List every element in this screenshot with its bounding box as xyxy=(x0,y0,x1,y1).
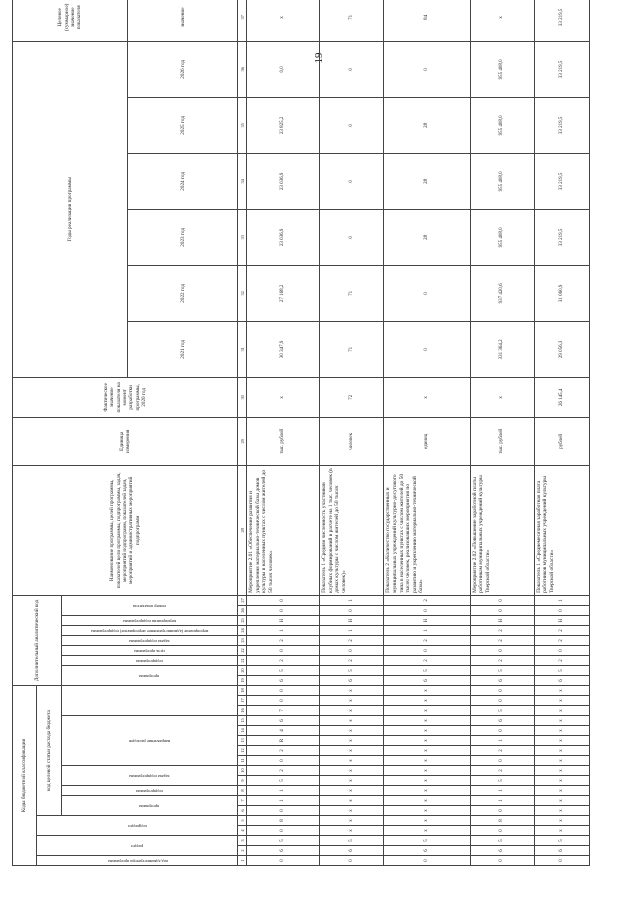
row-year-value: 0 xyxy=(320,97,384,153)
row-year-value: 71 xyxy=(320,321,384,377)
code-cell: x xyxy=(534,736,589,746)
code-cell: x xyxy=(320,746,384,756)
code-cell: 0 xyxy=(320,605,384,615)
row-year-value: 0 xyxy=(384,265,470,321)
code-cell: 0 xyxy=(470,806,534,816)
row-year-value: 955 408,0 xyxy=(470,41,534,97)
code-cell: x xyxy=(384,766,470,776)
admin-code-header xyxy=(37,856,238,866)
code-cell: 0 xyxy=(384,605,470,615)
row-year-value: 29 056,3 xyxy=(534,321,589,377)
code-cell: H xyxy=(320,615,384,625)
code-cell: x xyxy=(320,726,384,736)
column-number: 12 xyxy=(238,746,247,756)
code-cell: x xyxy=(384,736,470,746)
code-cell: 0 xyxy=(384,856,470,866)
row-year-value: 23 825,2 xyxy=(247,97,320,153)
row-year-value: 71 xyxy=(320,265,384,321)
column-number: 3 xyxy=(238,836,247,846)
row-year-value: 33 219,5 xyxy=(534,41,589,97)
code-cell: 0 xyxy=(247,605,320,615)
row-final-value: 33 219,5 xyxy=(534,0,589,41)
row-year-value: 28 xyxy=(384,209,470,265)
code-cell: 0 xyxy=(247,856,320,866)
column-number-row xyxy=(238,0,247,866)
year-header-4: 2024 год xyxy=(127,153,238,209)
code-cell: x xyxy=(534,796,589,806)
code-cell: 1 xyxy=(470,796,534,806)
code-cell: 2 xyxy=(320,655,384,665)
row-base-value: x xyxy=(247,377,320,417)
ad-program-header xyxy=(61,665,238,685)
code-cell: 1 xyxy=(247,786,320,796)
column-number: 5 xyxy=(238,816,247,826)
ad-event-header xyxy=(61,625,238,635)
code-cell: 2 xyxy=(534,635,589,645)
row-base-value: 26 145,4 xyxy=(534,377,589,417)
ad-number-header xyxy=(61,595,238,615)
code-cell: x xyxy=(384,806,470,816)
column-number: 6 xyxy=(238,806,247,816)
row-year-value: 23 036,9 xyxy=(247,153,320,209)
code-cell: 2 xyxy=(247,635,320,645)
code-cell: 6 xyxy=(470,846,534,856)
row-year-value: 0 xyxy=(320,153,384,209)
code-cell: 0 xyxy=(470,685,534,695)
name-header: Наименование программы, целей программы, показателей цели программы, подпрограммы, задач, мероприятий подпрограмм, показателей задач, мероприятий и административных мероприятий подпрограмм xyxy=(13,465,238,595)
code-cell: 5 xyxy=(384,836,470,846)
ad-number-header-text: номер показателя xyxy=(133,603,166,609)
years-group-header: Годы реализации программы xyxy=(13,41,128,377)
table-row xyxy=(470,0,534,866)
column-number: 19 xyxy=(238,675,247,685)
unit-header: Единица измерения xyxy=(13,417,238,465)
row-unit: тыс. рублей xyxy=(470,417,534,465)
code-cell: H xyxy=(247,615,320,625)
code-cell: x xyxy=(384,696,470,706)
row-year-value: 23 036,9 xyxy=(247,209,320,265)
code-cell: R xyxy=(247,736,320,746)
column-number: 13 xyxy=(238,736,247,746)
row-year-value: 0 xyxy=(320,41,384,97)
code-cell: 0 xyxy=(247,595,320,605)
code-cell: 2 xyxy=(247,766,320,776)
code-cell: x xyxy=(320,756,384,766)
code-cell: x xyxy=(320,796,384,806)
ad-subprogram-header-text: подпрограмма xyxy=(136,658,163,664)
row-name: Показатель 2 «Количество государственных и муниципальных учреждений культурно-досугового типа в населенных пунктах с числом жителей до 50 тысяч человек, реализовавших мероприятия по развитию и укреплению материально-технической базы» xyxy=(384,465,470,595)
code-cell: 6 xyxy=(384,675,470,685)
row-base-value: x xyxy=(470,377,534,417)
code-cell: 6 xyxy=(384,846,470,856)
column-number: 33 xyxy=(238,209,247,265)
code-cell: 1 xyxy=(384,625,470,635)
code-cell: 0 xyxy=(470,696,534,706)
ad-task-header-text: задача подпрограммы xyxy=(129,638,170,644)
code-cell: 6 xyxy=(470,716,534,726)
code-cell: 5 xyxy=(320,836,384,846)
code-cell: x xyxy=(534,726,589,736)
table-body xyxy=(13,0,590,866)
expense-code-header: код целевой статьи расхода бюджета xyxy=(37,685,61,815)
budget-program-table-sheet xyxy=(12,3,590,866)
code-cell: x xyxy=(320,696,384,706)
row-name: Показатель 1 «Средняя численность участников клубных формирований в расчете на 1 тыс. человек (в домах культуры с числом жителей до 50 тысяч человек)» xyxy=(320,465,384,595)
column-number: 25 xyxy=(238,615,247,625)
row-year-value: 33 219,5 xyxy=(534,209,589,265)
code-cell: x xyxy=(534,786,589,796)
code-cell: x xyxy=(320,776,384,786)
row-year-value: 0,0 xyxy=(247,41,320,97)
code-cell: x xyxy=(384,776,470,786)
column-number: 7 xyxy=(238,796,247,806)
code-cell: 0 xyxy=(470,605,534,615)
code-cell: 1 xyxy=(320,625,384,635)
code-cell: 6 xyxy=(320,675,384,685)
codes-group-header: Коды бюджетной классификации xyxy=(13,685,37,865)
code-cell: 6 xyxy=(470,675,534,685)
code-cell: x xyxy=(384,685,470,695)
ad-event-header-text: мероприятие (административное мероприятие) подпрограммы xyxy=(90,628,209,634)
subsection-header xyxy=(37,816,238,836)
code-cell: 0 xyxy=(320,856,384,866)
code-cell: 0 xyxy=(470,756,534,766)
column-number: 30 xyxy=(238,377,247,417)
code-cell: x xyxy=(534,706,589,716)
year-header-3: 2023 год xyxy=(127,209,238,265)
column-number: 18 xyxy=(238,685,247,695)
code-cell: 0 xyxy=(247,696,320,706)
subprogram-header-text: подпрограмма xyxy=(136,788,163,794)
code-cell: 2 xyxy=(320,635,384,645)
ad-task-header xyxy=(61,635,238,645)
table-row xyxy=(247,0,320,866)
code-cell: 5 xyxy=(247,665,320,675)
column-number: 26 xyxy=(238,605,247,615)
column-number: 21 xyxy=(238,655,247,665)
code-cell: 6 xyxy=(534,675,589,685)
column-number: 32 xyxy=(238,265,247,321)
column-number: 34 xyxy=(238,153,247,209)
code-cell: x xyxy=(534,766,589,776)
code-cell: 1 xyxy=(247,625,320,635)
row-unit: единиц xyxy=(384,417,470,465)
code-cell: x xyxy=(320,766,384,776)
code-cell: 2 xyxy=(384,595,470,605)
code-cell: x xyxy=(320,716,384,726)
row-year-value: 33 219,5 xyxy=(534,153,589,209)
ad-program-header-text: программа xyxy=(139,673,160,679)
code-cell: 1 xyxy=(470,786,534,796)
code-cell: 6 xyxy=(247,675,320,685)
code-cell: H xyxy=(534,615,589,625)
code-cell: 2 xyxy=(534,625,589,635)
ad-goal-header-text: цель программы xyxy=(134,648,165,654)
code-cell: x xyxy=(384,716,470,726)
column-number: 11 xyxy=(238,756,247,766)
code-cell: 5 xyxy=(247,836,320,846)
table-row xyxy=(384,0,470,866)
code-cell: x xyxy=(384,706,470,716)
column-number: 35 xyxy=(238,97,247,153)
subprogram-header xyxy=(61,786,238,796)
row-year-value: 0 xyxy=(384,321,470,377)
row-final-value: x xyxy=(470,0,534,41)
code-cell: 0 xyxy=(247,826,320,836)
row-year-value: 331 364,2 xyxy=(470,321,534,377)
column-number: 28 xyxy=(238,465,247,595)
code-cell: x xyxy=(534,776,589,786)
code-cell: 5 xyxy=(384,665,470,675)
code-cell: x xyxy=(534,746,589,756)
direction-header-text: направление расходов xyxy=(128,738,171,744)
code-cell: x xyxy=(320,806,384,816)
code-cell: 2 xyxy=(384,635,470,645)
code-cell: 8 xyxy=(247,816,320,826)
column-number: 8 xyxy=(238,786,247,796)
ad-event-level-header-text: мероприятия подпрограммы xyxy=(122,618,177,624)
code-cell: 6 xyxy=(247,846,320,856)
code-cell: 5 xyxy=(534,836,589,846)
row-name: Показатель 1 «Среднемесячная заработная плата работников муниципальных учреждений культуры Тверской области» xyxy=(534,465,589,595)
column-number: 15 xyxy=(238,716,247,726)
ad-event-level-header xyxy=(61,615,238,625)
code-cell: x xyxy=(320,786,384,796)
row-year-value: 31 060,9 xyxy=(534,265,589,321)
code-cell: x xyxy=(534,696,589,706)
task-header xyxy=(61,766,238,786)
code-cell: 0 xyxy=(247,685,320,695)
row-final-value: 71 xyxy=(320,0,384,41)
column-number: 20 xyxy=(238,665,247,675)
code-cell: 0 xyxy=(247,645,320,655)
code-cell: 2 xyxy=(470,635,534,645)
code-cell: 1 xyxy=(470,736,534,746)
code-cell: x xyxy=(384,816,470,826)
code-cell: x xyxy=(534,806,589,816)
code-cell: x xyxy=(384,786,470,796)
code-cell: 0 xyxy=(320,645,384,655)
row-year-value: 0 xyxy=(320,209,384,265)
code-cell: 0 xyxy=(470,726,534,736)
code-cell: 0 xyxy=(384,645,470,655)
code-cell: 6 xyxy=(247,716,320,726)
column-number: 31 xyxy=(238,321,247,377)
code-cell: 0 xyxy=(247,806,320,816)
code-cell: 8 xyxy=(470,816,534,826)
code-cell: 0 xyxy=(470,645,534,655)
column-number: 16 xyxy=(238,706,247,716)
row-year-value: 30 347,9 xyxy=(247,321,320,377)
final-group-header: Целевое (суммарное) значение показателя xyxy=(13,0,128,41)
code-cell: 2 xyxy=(247,655,320,665)
code-cell: 4 xyxy=(247,726,320,736)
code-cell: 2 xyxy=(470,746,534,756)
column-number: 36 xyxy=(238,41,247,97)
code-cell: x xyxy=(534,716,589,726)
code-cell: 5 xyxy=(470,706,534,716)
task-header-text: задача подпрограммы xyxy=(129,773,170,779)
column-number: 10 xyxy=(238,766,247,776)
code-cell: x xyxy=(534,816,589,826)
code-cell: x xyxy=(320,816,384,826)
year-header-6: 2026 год xyxy=(127,41,238,97)
row-year-value: 0 xyxy=(384,41,470,97)
code-cell: 6 xyxy=(534,846,589,856)
code-cell: 2 xyxy=(384,655,470,665)
ad-goal-header xyxy=(61,645,238,655)
subsection-header-text: подраздел xyxy=(127,823,147,829)
column-number: 37 xyxy=(238,0,247,41)
code-cell: H xyxy=(470,615,534,625)
budget-program-table xyxy=(12,0,590,866)
code-cell: x xyxy=(384,726,470,736)
section-header-text: раздел xyxy=(131,843,144,849)
column-number: 29 xyxy=(238,417,247,465)
code-cell: x xyxy=(384,746,470,756)
column-number: 9 xyxy=(238,776,247,786)
column-number: 4 xyxy=(238,826,247,836)
code-cell: x xyxy=(384,756,470,766)
row-year-value: 28 xyxy=(384,97,470,153)
code-cell: 2 xyxy=(247,746,320,756)
row-year-value: 27 168,2 xyxy=(247,265,320,321)
table-row xyxy=(320,0,384,866)
row-base-value: x xyxy=(384,377,470,417)
row-unit: рублей xyxy=(534,417,589,465)
row-name: Мероприятие 2.01 «Обеспечение развития и укрепления материально-технической базы домов культуры в населенных пунктах с числом жителей до 50 тысяч человек» xyxy=(247,465,320,595)
code-cell: 2 xyxy=(470,655,534,665)
row-year-value: 937 420,6 xyxy=(470,265,534,321)
column-number: 2 xyxy=(238,846,247,856)
program-header-text: программа xyxy=(139,803,160,809)
column-number: 23 xyxy=(238,635,247,645)
code-cell: 0 xyxy=(534,645,589,655)
row-year-value: 28 xyxy=(384,153,470,209)
year-header-1: 2021 год xyxy=(127,321,238,377)
code-cell: 1 xyxy=(320,595,384,605)
row-name: Мероприятие 2.02 «Повышение заработной платы работникам муниципальных учреждений культуры Тверской области» xyxy=(470,465,534,595)
year-header-2: 2022 год xyxy=(127,265,238,321)
code-cell: 5 xyxy=(470,776,534,786)
row-unit: человек xyxy=(320,417,384,465)
code-cell: 2 xyxy=(470,766,534,776)
code-cell: 7 xyxy=(247,706,320,716)
row-final-value: x xyxy=(247,0,320,41)
column-number: 14 xyxy=(238,726,247,736)
header-row-1 xyxy=(13,0,37,866)
base-value-header: Фактическое значение показателя на момент разработки программы, 2020 год xyxy=(13,377,238,417)
row-year-value: 955 408,0 xyxy=(470,153,534,209)
code-cell: 5 xyxy=(247,776,320,786)
code-cell: x xyxy=(384,826,470,836)
code-cell: 6 xyxy=(320,846,384,856)
code-cell: 1 xyxy=(247,796,320,806)
code-cell: 1 xyxy=(534,595,589,605)
code-cell: 5 xyxy=(470,665,534,675)
column-number: 1 xyxy=(238,856,247,866)
final-value-header: значение xyxy=(127,0,238,41)
code-cell: 2 xyxy=(470,625,534,635)
code-cell: x xyxy=(534,756,589,766)
table-row xyxy=(534,0,589,866)
row-year-value: 955 408,0 xyxy=(470,97,534,153)
code-cell: 0 xyxy=(534,605,589,615)
code-cell: 5 xyxy=(320,665,384,675)
direction-blank xyxy=(61,685,238,715)
row-final-value: 84 xyxy=(384,0,470,41)
code-cell: x xyxy=(384,796,470,806)
page-number-text: 19 xyxy=(313,52,325,64)
column-number: 27 xyxy=(238,595,247,605)
row-year-value: 33 219,5 xyxy=(534,97,589,153)
code-cell: 5 xyxy=(534,665,589,675)
code-cell: 2 xyxy=(534,655,589,665)
row-unit: тыс. рублей xyxy=(247,417,320,465)
section-header xyxy=(37,836,238,856)
code-cell: 0 xyxy=(470,595,534,605)
row-base-value: 72 xyxy=(320,377,384,417)
admin-code-header-text: код администратора программы xyxy=(107,858,168,864)
ad-subprogram-header xyxy=(61,655,238,665)
code-cell: x xyxy=(320,706,384,716)
code-cell: 0 xyxy=(534,856,589,866)
code-cell: 0 xyxy=(470,826,534,836)
code-cell: 0 xyxy=(470,856,534,866)
column-number: 17 xyxy=(238,696,247,706)
code-cell: 0 xyxy=(247,756,320,766)
additional-code-header: Дополнительный аналитический код xyxy=(13,595,62,685)
program-header xyxy=(61,796,238,816)
year-header-5: 2025 год xyxy=(127,97,238,153)
code-cell: x xyxy=(320,826,384,836)
column-number: 22 xyxy=(238,645,247,655)
row-year-value: 955 408,0 xyxy=(470,209,534,265)
direction-header xyxy=(61,716,238,766)
code-cell: H xyxy=(384,615,470,625)
column-number: 24 xyxy=(238,625,247,635)
code-cell: x xyxy=(534,826,589,836)
code-cell: 5 xyxy=(470,836,534,846)
code-cell: x xyxy=(534,685,589,695)
code-cell: x xyxy=(320,736,384,746)
code-cell: x xyxy=(320,685,384,695)
